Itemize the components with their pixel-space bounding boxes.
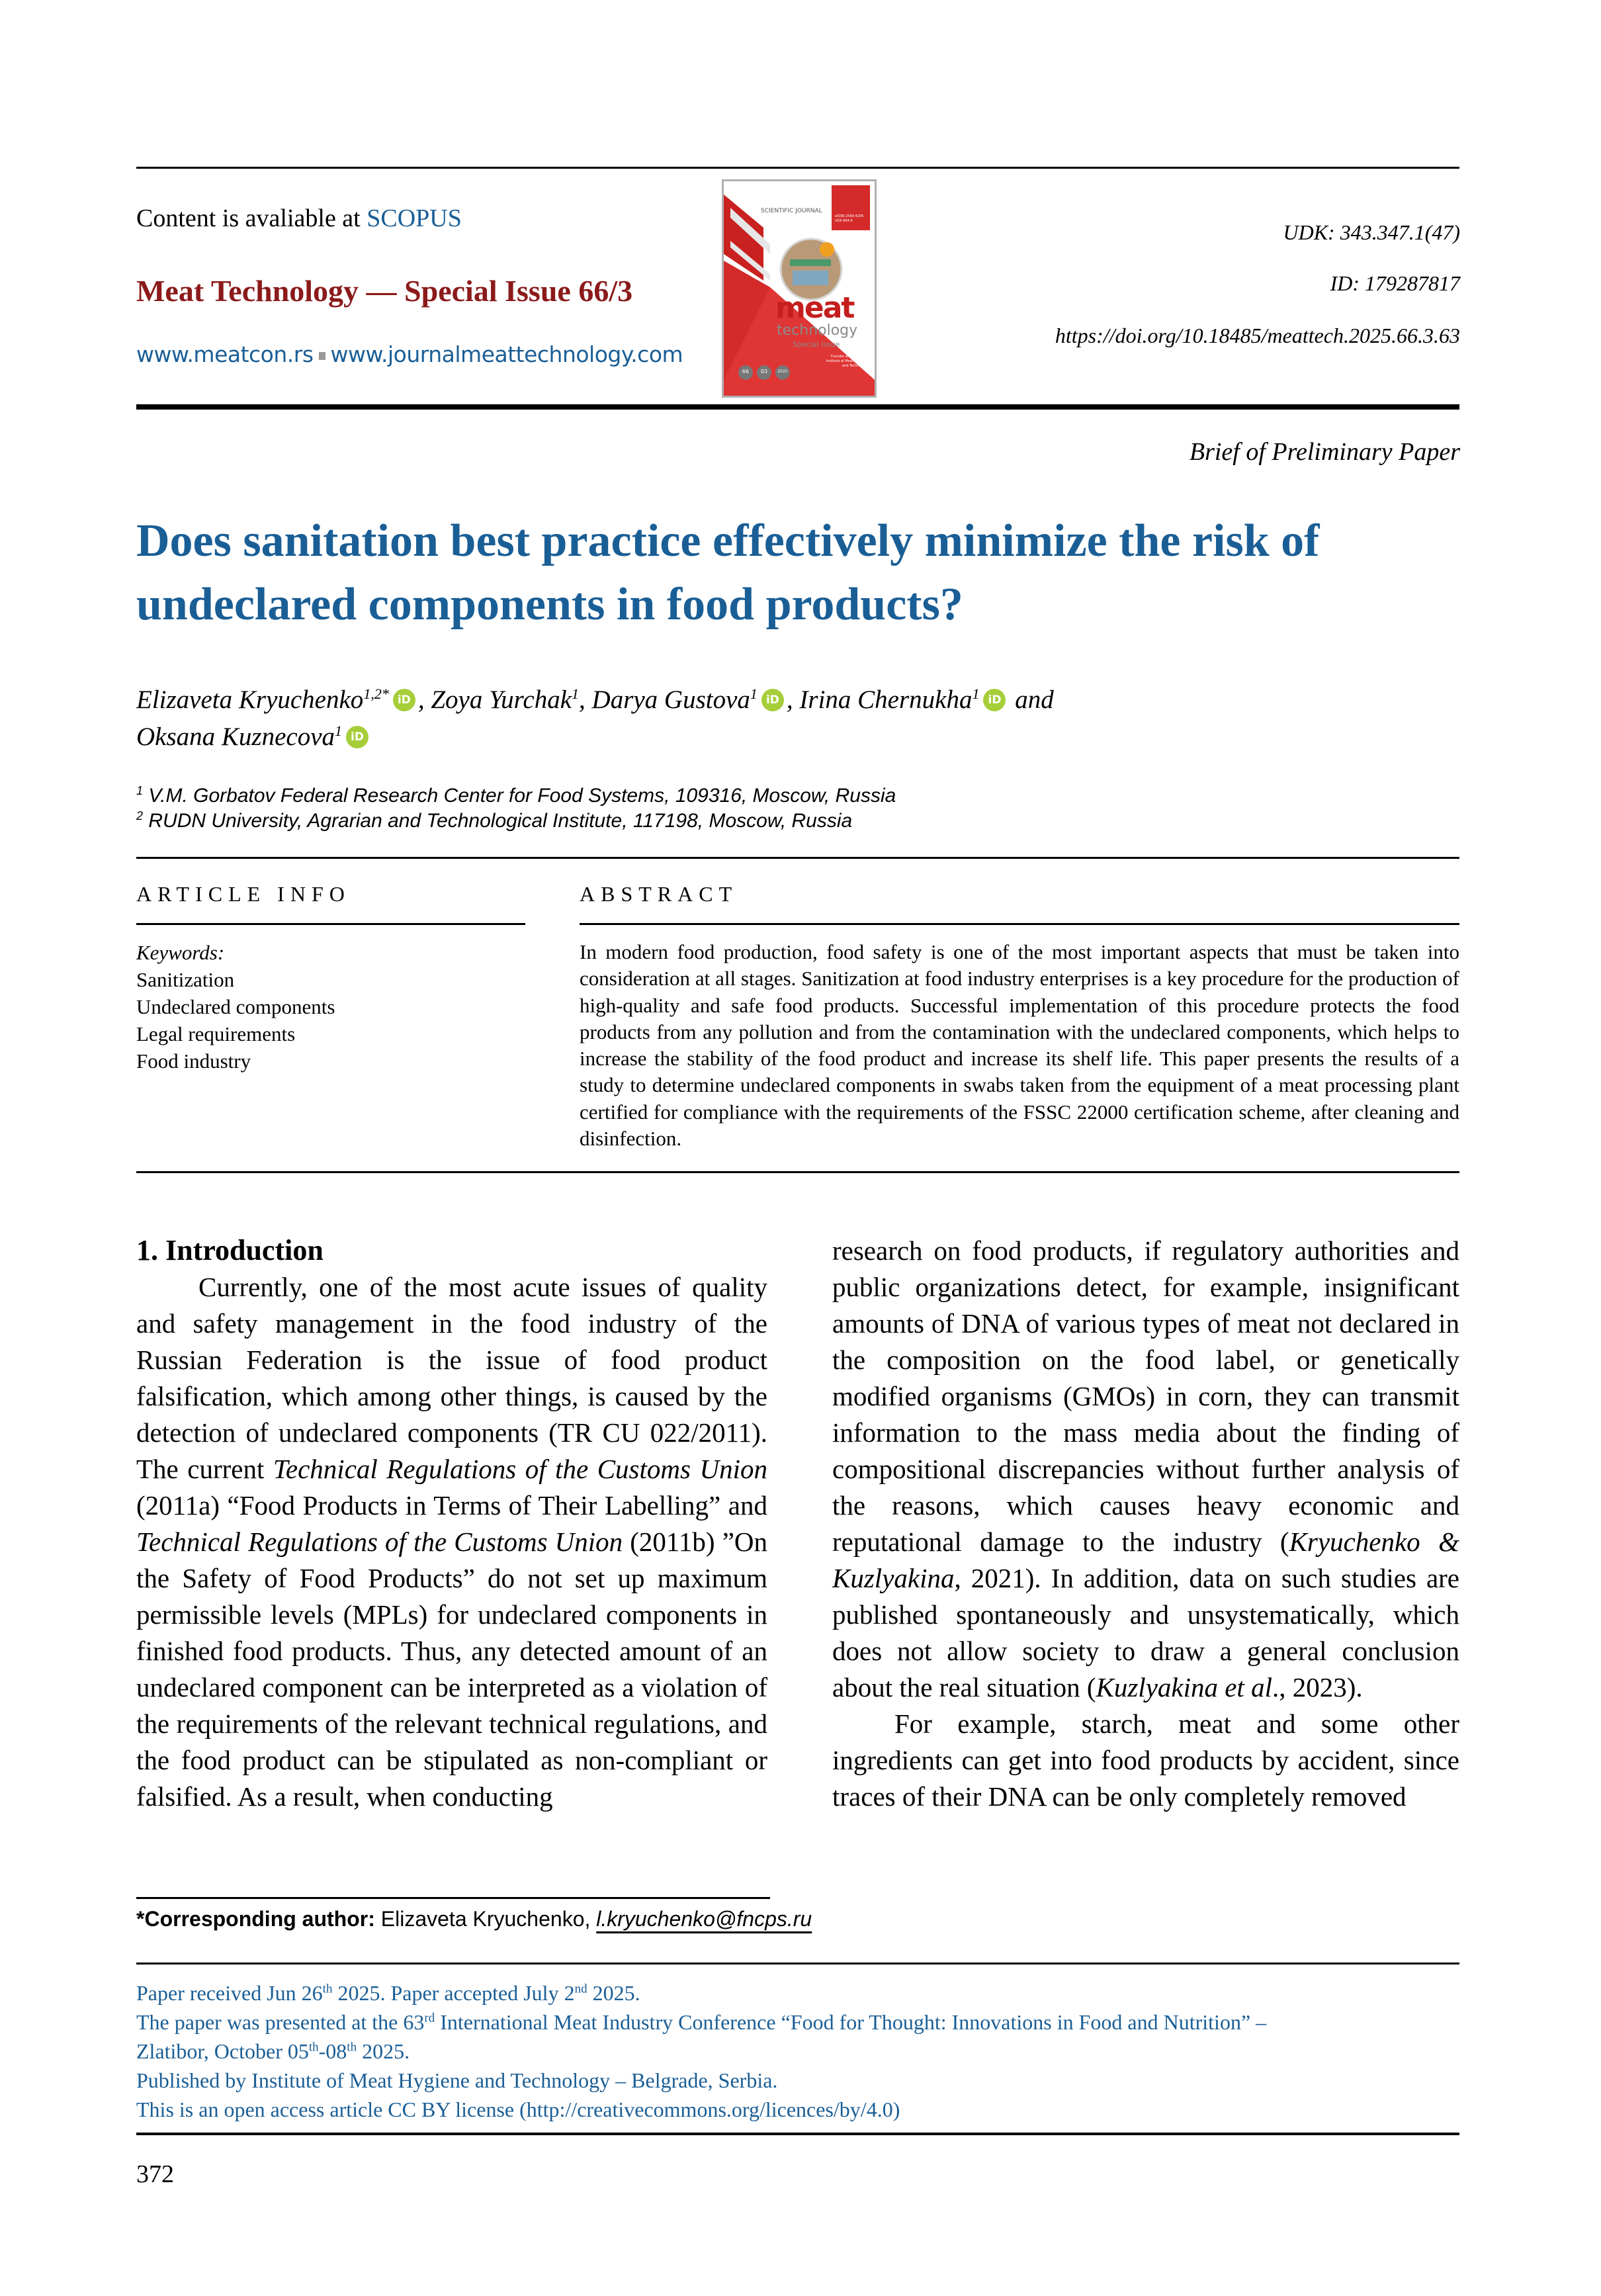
cover-publisher	[826, 355, 868, 369]
corresponding-author-label: *Corresponding author:	[136, 1907, 375, 1931]
cover-badge-volume: 66	[738, 365, 753, 380]
corresponding-author-name: Elizaveta Kryuchenko,	[374, 1907, 597, 1931]
corresponding-author-email[interactable]: l.kryuchenko@fncps.ru	[596, 1907, 812, 1931]
author-name: Elizaveta Kryuchenko	[136, 685, 364, 714]
license-note[interactable]: This is an open access article CC BY license (http://creativecommons.org/licences/by/4.0)	[136, 2097, 900, 2121]
abstract-rule	[580, 923, 1459, 925]
note-text: 2025. Paper accepted July 2	[332, 1981, 575, 2005]
journal-site-link[interactable]: www.journalmeattechnology.com	[330, 341, 683, 367]
cover-logo-technology: technology	[777, 322, 858, 339]
affiliation-item	[136, 809, 896, 834]
article-id: ID: 179287817	[1330, 271, 1460, 295]
content-availability	[136, 202, 462, 234]
content-available-text: Content is avaliable at	[136, 204, 367, 232]
body-text: ., 2023).	[1272, 1672, 1363, 1702]
note-text: Paper received Jun 26	[136, 1981, 323, 2005]
conference-location-note	[136, 2037, 1459, 2066]
abstract-text: In modern food production, food safety is one of the most important aspects that must be taken into consideration at all stages. Sanitization at food industry enterprises is a key procedure for the production of high-quality and safe food products. Successful implementation of this procedure protects the food products from any pollution and from the contamination with the undeclared components, which helps to increase the stability of the food product and increase its shelf life. This paper presents the results of a study to determine undeclared components in swabs taken from the equipment of a meat processing plant certified for compliance with the requirements of the FSSC 22000 certification scheme, after cleaning and disinfection.	[580, 940, 1459, 1151]
affiliation-text: RUDN University, Agrarian and Technological Institute, 117198, Moscow, Russia	[148, 810, 853, 832]
orcid-icon[interactable]: iD	[983, 689, 1006, 711]
affiliation-text: V.M. Gorbatov Federal Research Center for Food Systems, 109316, Moscow, Russia	[148, 785, 896, 807]
citation-italic: Technical Regulations of the Customs Union	[136, 1526, 623, 1557]
note-text: 2025.	[357, 2039, 410, 2063]
orcid-icon[interactable]: iD	[761, 689, 784, 711]
journal-title: Meat Technology — Special Issue 66/3	[136, 274, 633, 308]
body-text: , 2021). In addition, data on such studies are published spontaneously and unsystematically, which does not allow society to draw a general conclusion about the real situation (	[832, 1563, 1459, 1702]
authors-and: and	[1015, 685, 1054, 714]
article-info-rule	[136, 923, 525, 925]
scopus-link[interactable]: SCOPUS	[367, 204, 462, 232]
body-text: research on food products, if regulatory authorities and public organizations detect, for example, insignificant amounts of DNA of various types of meat not declared in the composition on the food label, or genetically modified organisms (GMOs) in corn, they can transmit information to the mass media about the finding of compositional discrepancies without further analysis of the reasons, which causes heavy economic and reputational damage to the industry (	[832, 1235, 1459, 1557]
citation-italic: Kuzlyakina et al	[1096, 1672, 1272, 1702]
body-column-right	[832, 1233, 1459, 1815]
udk-code: UDK: 343.347.1(47)	[1283, 220, 1460, 244]
author-list: Elizaveta Kryuchenko$^{1,2*}$ iD , Zoya Yurchak$^1$, Darya Gustova$^1$ iD , Irina Chernukha$^1$ iD and Oksana Kuznecova$^1$ iD	[136, 685, 1054, 751]
citation-italic: Technical Regulations of the Customs Union	[273, 1454, 767, 1484]
cover-logo-meat: meat	[775, 291, 854, 325]
note-text: The paper was presented at the 63	[136, 2010, 425, 2034]
ordinal-suffix: rd	[424, 2011, 435, 2025]
keywords-title: Keywords:	[136, 941, 225, 964]
section-heading-introduction: 1. Introduction	[136, 1234, 324, 1266]
article-info-label: ARTICLE INFO	[136, 882, 351, 906]
keywords-block	[136, 939, 335, 1075]
note-text: International Meat Industry Conference “Food for Thought: Innovations in Food and Nutrition” –	[435, 2010, 1267, 2034]
paragraph	[832, 1233, 1459, 1706]
abstract-bottom-rule	[136, 1171, 1459, 1173]
note-text: Zlatibor, October 05	[136, 2039, 309, 2063]
author-affiliation-marker: 1	[335, 723, 343, 739]
corresponding-author-rule	[136, 1897, 770, 1899]
author-affiliation-marker: 1	[750, 685, 757, 702]
bottom-rule	[136, 2133, 1459, 2135]
affiliation-item	[136, 783, 896, 809]
cover-subtitle: Special Issue	[793, 340, 840, 349]
conference-note	[136, 2008, 1459, 2037]
journal-urls	[136, 340, 683, 369]
paper-type: Brief of Preliminary Paper	[1189, 438, 1460, 466]
ordinal-suffix: th	[308, 2040, 319, 2054]
cover-badges	[738, 365, 790, 380]
meatcon-link[interactable]: www.meatcon.rs	[136, 341, 314, 367]
doi-link[interactable]: https://doi.org/10.18485/meattech.2025.66.3.63	[1055, 324, 1460, 347]
cover-udk-text: UDK 664.9	[835, 219, 853, 223]
keyword-item: Legal requirements	[136, 1022, 296, 1045]
cover-issn-text: eISSN 2560-4295	[835, 214, 864, 218]
affiliations-rule	[136, 857, 1459, 859]
body-text: Currently, one of the most acute issues of quality and safety management in the food industry of the Russian Federation is the issue of food product falsification, which among other things, is caused by the detection of undeclared components (TR CU 022/2011). The current	[136, 1272, 767, 1484]
orcid-icon[interactable]: iD	[346, 726, 368, 748]
citation-italic: Kryuchenko & Kuzlyakina	[832, 1526, 1459, 1593]
body-column-left	[136, 1269, 767, 1815]
cover-journal-label: SCIENTIFIC JOURNAL	[761, 208, 822, 214]
page-number: 372	[136, 2160, 174, 2188]
url-separator	[319, 352, 325, 360]
orcid-icon[interactable]: iD	[393, 689, 415, 711]
cover-publisher-line: Founder and Publisher	[831, 355, 868, 359]
affiliations	[136, 783, 896, 834]
ordinal-suffix: th	[347, 2040, 357, 2054]
received-accepted-note	[136, 1978, 1459, 2008]
abstract-label: ABSTRACT	[580, 882, 738, 906]
publisher-note: Published by Institute of Meat Hygiene and Technology – Belgrade, Serbia.	[136, 2068, 778, 2092]
publication-notes	[136, 1978, 1459, 2124]
author-name: Zoya Yurchak	[431, 685, 572, 714]
author-name: Irina Chernukha	[799, 685, 973, 714]
note-text: 2025.	[587, 1981, 640, 2005]
ordinal-suffix: th	[322, 1982, 333, 1996]
header-thick-rule	[136, 404, 1459, 410]
cover-issn	[835, 214, 863, 224]
corresponding-author	[136, 1906, 812, 1932]
ordinal-suffix: nd	[574, 1982, 587, 1996]
note-text: -08	[318, 2039, 347, 2063]
paragraph	[136, 1269, 767, 1815]
author-name: Darya Gustova	[591, 685, 750, 714]
cover-publisher-line: Institute of Meat Hygiene	[826, 359, 868, 363]
affiliation-marker: 2	[136, 809, 144, 822]
keyword-item: Undeclared components	[136, 995, 335, 1018]
cover-badge-number: 03	[757, 365, 771, 380]
top-rule	[136, 167, 1459, 169]
author-name: Oksana Kuznecova	[136, 723, 335, 751]
author-affiliation-marker: 1,2*	[363, 685, 389, 702]
cover-publisher-line: and Technology	[842, 364, 868, 368]
body-text: (2011b) ”On the Safety of Food Products” do not set up maximum permissible levels (MPLs) for undeclared components in finished food products. Thus, any detected amount of an undeclared component can be interpreted as a violation of the requirements of the relevant technical regulations, and the food product can be stipulated as non-compliant or falsified. As a result, when conducting	[136, 1526, 767, 1812]
body-text: (2011a) “Food Products in Terms of Their Labelling” and	[136, 1490, 767, 1521]
footnotes-rule	[136, 1963, 1459, 1965]
keyword-item: Food industry	[136, 1049, 251, 1073]
article-title: Does sanitation best practice effectively minimize the risk of undeclared components in food products?	[136, 515, 1320, 630]
cover-badge-year: 2025	[775, 365, 790, 380]
affiliation-marker: 1	[136, 784, 144, 797]
journal-cover-image	[722, 179, 877, 398]
author-affiliation-marker: 1	[572, 685, 580, 702]
keyword-item: Sanitization	[136, 968, 235, 991]
paragraph: For example, starch, meat and some other ingredients can get into food products by accident, since traces of their DNA can be only completely removed	[832, 1708, 1459, 1812]
author-affiliation-marker: 1	[972, 685, 980, 702]
